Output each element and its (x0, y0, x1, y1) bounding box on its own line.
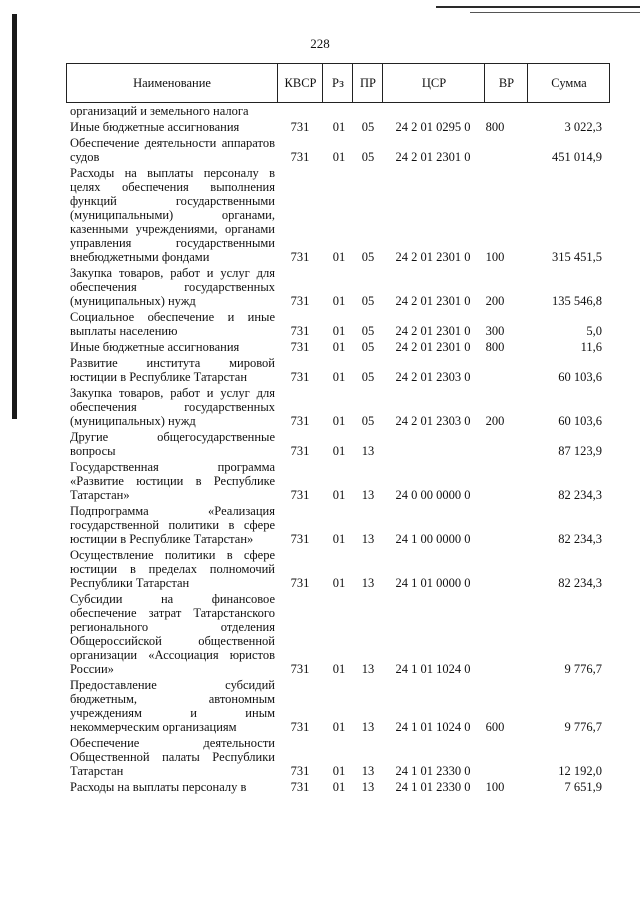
cell-vr: 300 (485, 324, 505, 338)
row-name-line: юстиции в Республике Татарстан» (70, 532, 254, 546)
cell-pr: 13 (361, 780, 375, 794)
header-rz: Рз (322, 64, 353, 102)
cell-kvsr: 731 (290, 250, 310, 264)
cell-vr: 800 (485, 120, 505, 134)
row-name-line: обеспечение затрат Татарстанского (70, 606, 275, 620)
cell-vr: 600 (485, 720, 505, 734)
cell-pr: 13 (361, 488, 375, 502)
row-name-line: Общероссийской общественной (70, 634, 275, 648)
cell-kvsr: 731 (290, 662, 310, 676)
cell-rz: 01 (332, 370, 346, 384)
header-name: Наименование (133, 75, 211, 90)
cell-csr: 24 1 01 1024 0 (395, 662, 471, 676)
cell-csr: 24 2 01 2301 0 (395, 340, 471, 354)
cell-pr: 13 (361, 532, 375, 546)
row-name-line: Подпрограмма «Реализация (70, 504, 275, 518)
cell-sum: 451 014,9 (552, 150, 602, 164)
cell-sum: 3 022,3 (564, 120, 602, 134)
row-name-line: выплаты населению (70, 324, 178, 338)
row-name-line: юстиции в пределах полномочий (70, 562, 275, 576)
row-name-line: Развитие института мировой (70, 356, 275, 370)
cell-csr: 24 0 00 0000 0 (395, 488, 471, 502)
row-name-line: Общественной палаты Республики (70, 750, 275, 764)
cell-pr: 05 (361, 250, 375, 264)
row-name-line: Государственная программа (70, 460, 275, 474)
row-name-line: учреждениям и иным (70, 706, 275, 720)
cell-pr: 05 (361, 150, 375, 164)
cell-vr: 200 (485, 414, 505, 428)
cell-rz: 01 (332, 150, 346, 164)
cell-pr: 13 (361, 576, 375, 590)
cell-sum: 12 192,0 (558, 764, 602, 778)
header-vr: ВР (484, 64, 528, 102)
row-name-line: Субсидии на финансовое (70, 592, 275, 606)
cell-csr: 24 2 01 2303 0 (395, 370, 471, 384)
cell-rz: 01 (332, 764, 346, 778)
cell-rz: 01 (332, 250, 346, 264)
cell-kvsr: 731 (290, 764, 310, 778)
cell-vr: 100 (485, 250, 505, 264)
cell-csr: 24 1 01 1024 0 (395, 720, 471, 734)
cell-kvsr: 731 (290, 340, 310, 354)
cell-pr: 05 (361, 120, 375, 134)
cell-sum: 82 234,3 (558, 488, 602, 502)
page-number: 228 (310, 36, 330, 51)
cell-rz: 01 (332, 294, 346, 308)
header-csr: ЦСР (382, 64, 485, 102)
row-name-line: Обеспечение деятельности аппаратов (70, 136, 275, 150)
cell-kvsr: 731 (290, 444, 310, 458)
row-name-line: Расходы на выплаты персоналу в (70, 166, 275, 180)
cell-pr: 05 (361, 324, 375, 338)
row-name-line: России» (70, 662, 114, 676)
cell-rz: 01 (332, 324, 346, 338)
row-name-line: Иные бюджетные ассигнования (70, 120, 240, 134)
row-name-line: Социальное обеспечение и иные (70, 310, 275, 324)
cell-kvsr: 731 (290, 294, 310, 308)
cell-csr: 24 1 00 0000 0 (395, 532, 471, 546)
cell-kvsr: 731 (290, 150, 310, 164)
cell-sum: 5,0 (586, 324, 602, 338)
cell-csr: 24 1 01 0000 0 (395, 576, 471, 590)
row-name-line: регионального отделения (70, 620, 275, 634)
row-name-line: «Развитие юстиции в Республике (70, 474, 275, 488)
row-name-line: Закупка товаров, работ и услуг для (70, 266, 275, 280)
cell-vr: 800 (485, 340, 505, 354)
row-name-line: юстиции в Республике Татарстан (70, 370, 248, 384)
cell-sum: 82 234,3 (558, 576, 602, 590)
row-name-line: обеспечения государственных (70, 280, 275, 294)
cell-sum: 9 776,7 (564, 720, 602, 734)
row-name-line: Обеспечение деятельности (70, 736, 275, 750)
header-kvsr: КВСР (277, 64, 323, 102)
cell-csr: 24 2 01 2301 0 (395, 324, 471, 338)
cell-kvsr: 731 (290, 532, 310, 546)
row-name-line: организаций и земельного налога (70, 104, 249, 118)
cell-csr: 24 2 01 2301 0 (395, 150, 471, 164)
table-header (66, 63, 610, 103)
cell-csr: 24 2 01 2301 0 (395, 250, 471, 264)
row-name-line: Татарстан (70, 764, 124, 778)
cell-pr: 05 (361, 294, 375, 308)
cell-kvsr: 731 (290, 370, 310, 384)
cell-sum: 9 776,7 (564, 662, 602, 676)
row-name-line: Республики Татарстан (70, 576, 190, 590)
cell-sum: 60 103,6 (558, 414, 602, 428)
cell-kvsr: 731 (290, 780, 310, 794)
cell-kvsr: 731 (290, 324, 310, 338)
cell-vr: 200 (485, 294, 505, 308)
cell-pr: 13 (361, 764, 375, 778)
cell-rz: 01 (332, 444, 346, 458)
row-name-line: Иные бюджетные ассигнования (70, 340, 240, 354)
scan-edge-top-thin (470, 12, 640, 13)
row-name-line: Другие общегосударственные (70, 430, 275, 444)
cell-rz: 01 (332, 414, 346, 428)
cell-sum: 11,6 (580, 340, 602, 354)
cell-pr: 05 (361, 370, 375, 384)
row-name-line: некоммерческим организациям (70, 720, 237, 734)
cell-rz: 01 (332, 576, 346, 590)
cell-pr: 13 (361, 662, 375, 676)
cell-rz: 01 (332, 532, 346, 546)
cell-vr: 100 (485, 780, 505, 794)
row-name-line: вопросы (70, 444, 116, 458)
header-sum: Сумма (527, 64, 610, 102)
cell-kvsr: 731 (290, 120, 310, 134)
row-name-line: судов (70, 150, 100, 164)
row-name-line: функций государственными (70, 194, 275, 208)
row-name-line: (муниципальными) органами, (70, 208, 275, 222)
cell-sum: 7 651,9 (564, 780, 602, 794)
cell-sum: 60 103,6 (558, 370, 602, 384)
row-name-line: (муниципальных) нужд (70, 294, 196, 308)
row-name-line: (муниципальных) нужд (70, 414, 196, 428)
cell-kvsr: 731 (290, 414, 310, 428)
cell-sum: 315 451,5 (552, 250, 602, 264)
row-name-line: Расходы на выплаты персоналу в (70, 780, 247, 794)
cell-pr: 05 (361, 340, 375, 354)
row-name-line: управления государственными (70, 236, 275, 250)
row-name-line: целях обеспечения выполнения (70, 180, 275, 194)
cell-sum: 87 123,9 (558, 444, 602, 458)
row-name-line: внебюджетными фондами (70, 250, 210, 264)
cell-csr: 24 2 01 2301 0 (395, 294, 471, 308)
row-name-line: бюджетным, автономным (70, 692, 275, 706)
row-name-line: Татарстан» (70, 488, 130, 502)
cell-csr: 24 1 01 2330 0 (395, 764, 471, 778)
scan-edge-top (436, 6, 640, 8)
header-pr: ПР (352, 64, 383, 102)
cell-rz: 01 (332, 662, 346, 676)
cell-kvsr: 731 (290, 720, 310, 734)
row-name-line: государственной политики в сфере (70, 518, 275, 532)
row-name-line: обеспечения государственных (70, 400, 275, 414)
cell-sum: 82 234,3 (558, 532, 602, 546)
scan-edge-left (12, 14, 17, 419)
cell-pr: 13 (361, 444, 375, 458)
cell-csr: 24 2 01 2303 0 (395, 414, 471, 428)
row-name-line: Предоставление субсидий (70, 678, 275, 692)
row-name-line: организации «Ассоциация юристов (70, 648, 275, 662)
cell-rz: 01 (332, 780, 346, 794)
cell-kvsr: 731 (290, 576, 310, 590)
cell-rz: 01 (332, 120, 346, 134)
cell-kvsr: 731 (290, 488, 310, 502)
cell-pr: 13 (361, 720, 375, 734)
row-name-line: Закупка товаров, работ и услуг для (70, 386, 275, 400)
cell-sum: 135 546,8 (552, 294, 602, 308)
cell-rz: 01 (332, 488, 346, 502)
cell-csr: 24 1 01 2330 0 (395, 780, 471, 794)
cell-rz: 01 (332, 720, 346, 734)
cell-rz: 01 (332, 340, 346, 354)
cell-csr: 24 2 01 0295 0 (395, 120, 471, 134)
row-name-line: казенными учреждениями, органами (70, 222, 275, 236)
row-name-line: Осуществление политики в сфере (70, 548, 275, 562)
cell-pr: 05 (361, 414, 375, 428)
